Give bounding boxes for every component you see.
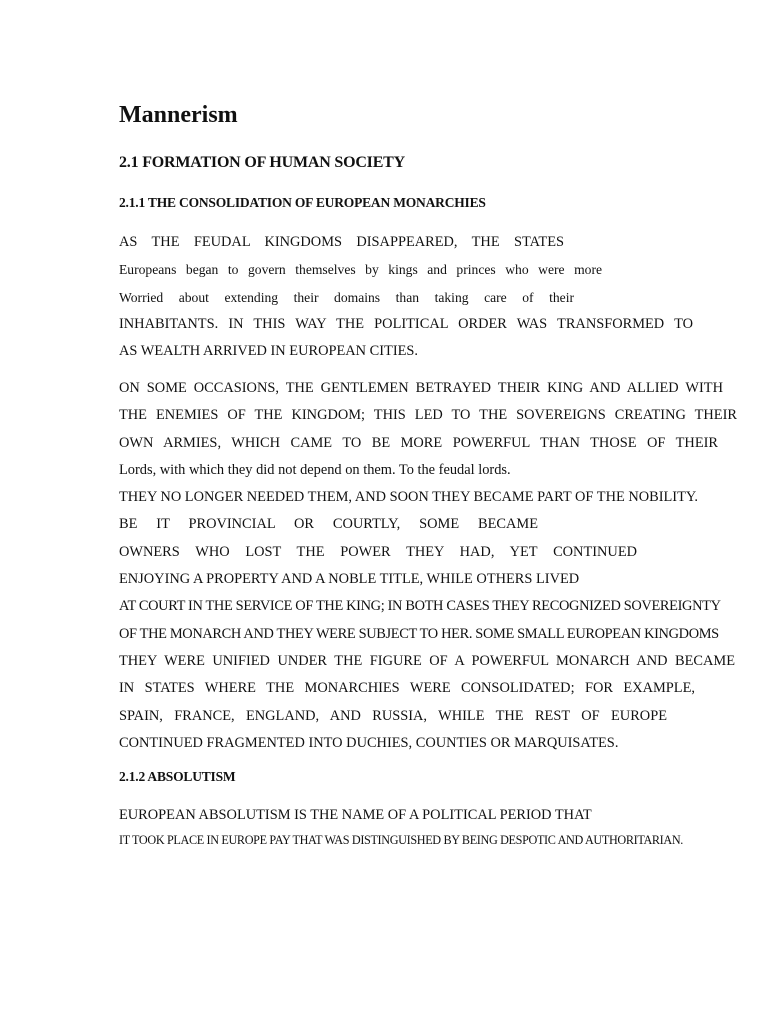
paragraph-line: BE IT PROVINCIAL OR COURTLY, SOME BECAME (119, 516, 538, 533)
paragraph-gentlemen-betrayed (119, 375, 737, 757)
document-page (119, 0, 764, 1024)
paragraph-line: Worried about extending their domains than taking care of their (119, 289, 574, 305)
paragraph-line: AS WEALTH ARRIVED IN EUROPEAN CITIES. (119, 343, 419, 360)
paragraph-line: SPAIN, FRANCE, ENGLAND, AND RUSSIA, WHILE THE REST OF EUROPE (119, 707, 667, 724)
paragraph-line: EUROPEAN ABSOLUTISM IS THE NAME OF A POLITICAL PERIOD THAT (119, 807, 592, 823)
paragraph-line: INHABITANTS. IN THIS WAY THE POLITICAL ORDER WAS TRANSFORMED TO (119, 315, 693, 332)
paragraph-line: THEY WERE UNIFIED UNDER THE FIGURE OF A POWERFUL MONARCH AND BECAME (119, 652, 735, 669)
paragraph-line: IN STATES WHERE THE MONARCHIES WERE CONSOLIDATED; FOR EXAMPLE, (119, 680, 695, 697)
subsection-heading-monarchies: 2.1.1 THE CONSOLIDATION OF EUROPEAN MONARCHIES (119, 195, 486, 210)
paragraph-line: OWN ARMIES, WHICH CAME TO BE MORE POWERFUL THAN THOSE OF THEIR (119, 434, 718, 451)
paragraph-line: CONTINUED FRAGMENTED INTO DUCHIES, COUNTIES OR MARQUISATES. (119, 734, 619, 751)
document-title: Mannerism (119, 102, 238, 128)
paragraph-european-absolutism (119, 803, 683, 853)
paragraph-line: OWNERS WHO LOST THE POWER THEY HAD, YET CONTINUED (119, 543, 637, 560)
section-heading: 2.1 FORMATION OF HUMAN SOCIETY (119, 154, 406, 171)
subsection-heading-absolutism: 2.1.2 ABSOLUTISM (119, 769, 236, 784)
paragraph-line: AS THE FEUDAL KINGDOMS DISAPPEARED, THE STATES (119, 234, 564, 250)
paragraph-line: IT TOOK PLACE IN EUROPE PAY THAT WAS DISTINGUISHED BY BEING DESPOTIC AND AUTHORITARIAN. (119, 833, 683, 847)
paragraph-line: AT COURT IN THE SERVICE OF THE KING; IN BOTH CASES THEY RECOGNIZED SOVEREIGNTY (119, 598, 721, 615)
paragraph-line: THE ENEMIES OF THE KINGDOM; THIS LED TO THE SOVEREIGNS CREATING THEIR (119, 407, 737, 424)
paragraph-line: ENJOYING A PROPERTY AND A NOBLE TITLE, WHILE OTHERS LIVED (119, 571, 580, 588)
paragraph-line: Europeans began to govern themselves by kings and princes who were more (119, 262, 602, 278)
paragraph-feudal-kingdoms (119, 229, 693, 365)
paragraph-line: Lords, with which they did not depend on them. To the feudal lords. (119, 461, 511, 478)
paragraph-line: ON SOME OCCASIONS, THE GENTLEMEN BETRAYED THEIR KING AND ALLIED WITH (119, 380, 723, 396)
paragraph-line: OF THE MONARCH AND THEY WERE SUBJECT TO HER. SOME SMALL EUROPEAN KINGDOMS (119, 625, 719, 642)
paragraph-line: THEY NO LONGER NEEDED THEM, AND SOON THEY BECAME PART OF THE NOBILITY. (119, 489, 699, 506)
